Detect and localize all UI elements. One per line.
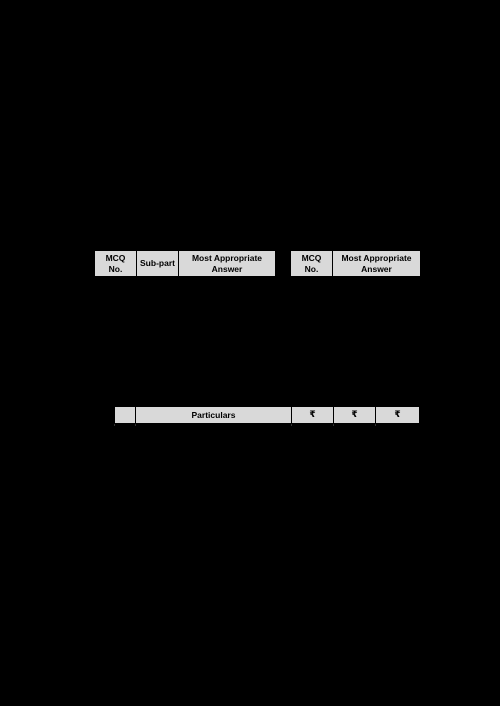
header-most-appropriate-answer: Most Appropriate Answer xyxy=(179,251,276,277)
table-header-row xyxy=(95,251,276,277)
header-rupee-2: ₹ xyxy=(334,407,376,424)
header-rupee-3: ₹ xyxy=(376,407,420,424)
mcq-answer-table-right xyxy=(290,250,421,277)
table-header-row xyxy=(291,251,421,277)
header-sub-part: Sub-part xyxy=(137,251,179,277)
table-header-row xyxy=(115,407,420,424)
mcq-answer-table-left xyxy=(94,250,276,277)
header-most-appropriate-answer: Most Appropriate Answer xyxy=(333,251,421,277)
header-blank xyxy=(115,407,136,424)
header-rupee-1: ₹ xyxy=(292,407,334,424)
header-mcq-no: MCQ No. xyxy=(291,251,333,277)
table-row xyxy=(115,424,420,427)
header-particulars: Particulars xyxy=(136,407,292,424)
header-mcq-no: MCQ No. xyxy=(95,251,137,277)
particulars-table xyxy=(114,406,420,426)
